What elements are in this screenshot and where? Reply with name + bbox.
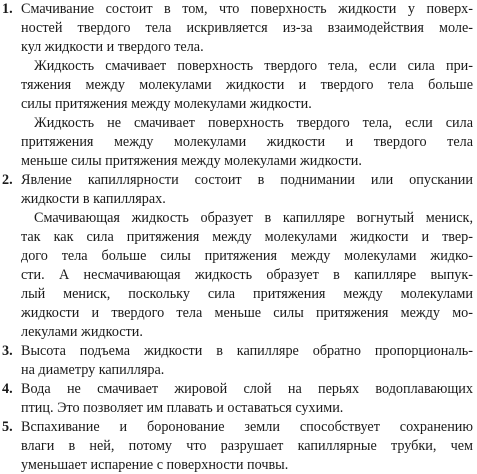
text-line: сти. А несмачивающая жидкость образует в капилляре выпук- [21,267,473,283]
text-line: жидкости в капиллярах. [21,191,166,207]
text-line: Высота подъема жидкости в капилляре обратно пропорциональ- [21,343,473,359]
text-line: так как сила притяжения между молекулами жидкости и твер- [21,229,473,245]
text-line: меньше силы притяжения между молекулами жидкости. [21,153,362,169]
item-number: 3. [2,343,13,359]
text-line: Смачивающая жидкость образует в капилляре вогнутый мениск, [34,210,473,226]
text-line: дого тела больше силы притяжения между молекулами жидко- [21,248,473,264]
text-line: влаги в ней, потому что разрушает капиллярные трубки, чем [21,438,473,454]
text-line: ностей твердого тела искривляется из-за взаимодействия моле- [21,20,473,36]
text-line: Вспахивание и боронование земли способствует сохранению [21,419,473,435]
text-line: Смачивание состоит в том, что поверхность жидкости у поверх- [21,1,473,17]
text-line: Вода не смачивает жировой слой на перьях водоплавающих [21,381,473,397]
text-line: притяжения между молекулами жидкости и твердого тела [21,134,473,150]
item-number: 5. [2,419,13,435]
item-number: 4. [2,381,13,397]
text-line: кул жидкости и твердого тела. [21,39,204,55]
text-line: уменьшает испарение с поверхности почвы. [21,457,289,473]
text-line: Жидкость не смачивает поверхность твердого тела, если сила [34,115,473,131]
text-line: жидкости и твердого тела меньше силы притяжения между мо- [21,305,473,321]
text-line: лекулами жидкости. [21,324,143,340]
text-line: птиц. Это позволяет им плавать и оставаться сухими. [21,400,344,416]
text-line: тяжения между молекулами жидкости и твердого тела больше [21,77,473,93]
text-line: Жидкость смачивает поверхность твердого тела, если сила при- [34,58,473,74]
item-number: 1. [2,1,13,17]
text-line: Явление капиллярности состоит в поднимании или опускании [21,172,473,188]
text-line: силы притяжения между молекулами жидкости. [21,96,312,112]
item-number: 2. [2,172,13,188]
text-line: лый мениск, поскольку сила притяжения между молекулами [21,286,473,302]
text-line: на диаметру капилляра. [21,362,165,378]
